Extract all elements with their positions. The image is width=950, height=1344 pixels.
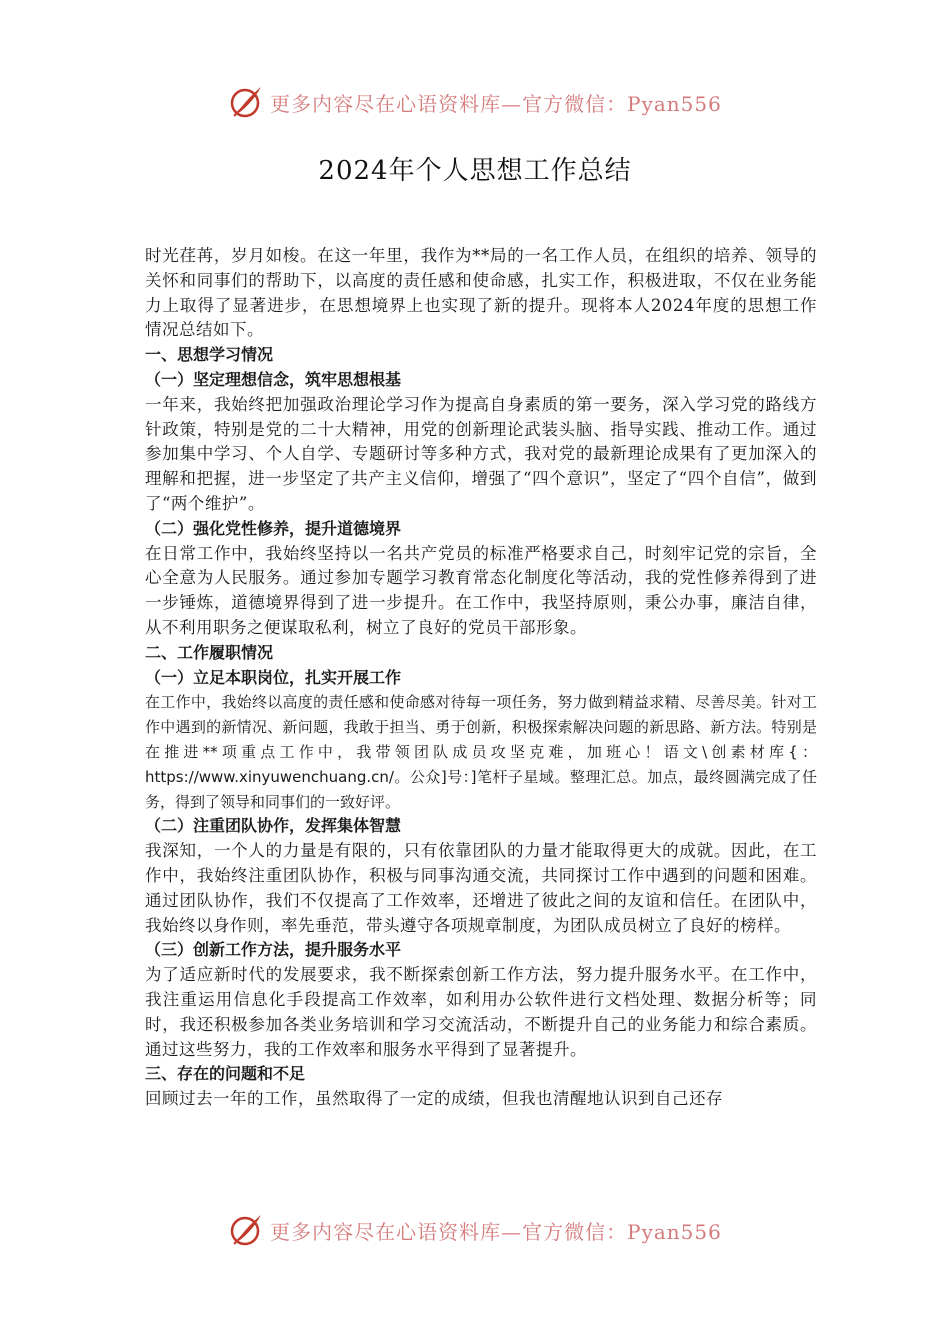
header-watermark-banner (0, 82, 950, 122)
section-heading-3: 三、存在的问题和不足 (145, 1064, 306, 1084)
subsection-heading-2-3: （三）创新工作方法，提升服务水平 (145, 940, 402, 960)
document-body (145, 244, 817, 1112)
paragraph-3: 回顾过去一年的工作，虽然取得了一定的成绩，但我也清醒地认识到自己还存 (145, 1089, 723, 1109)
paragraph-2-1: 在工作中，我始终以高度的责任感和使命感对待每一项任务，努力做到精益求精、尽善尽美。针对工作中遇到的新情况、新问题，我敢于担当、勇于创新，积极探索解决问题的新思路、新方法。特别是在推进**项重点工作中，我带领团队成员攻坚克难，加班心！语文\创素材库{：https://www.xinyuwenchuang.cn/。公众]号：]笔杆子星域。整理汇总。加点，最终圆满完成了任务，得到了领导和同事们的一致好评。 (145, 693, 817, 811)
paragraph-2-2: 我深知，一个人的力量是有限的，只有依靠团队的力量才能取得更大的成就。因此，在工作中，我始终注重团队协作，积极与同事沟通交流，共同探讨工作中遇到的问题和困难。通过团队协作，我们不仅提高了工作效率，还增进了彼此之间的友谊和信任。在团队中，我始终以身作则，率先垂范，带头遵守各项规章制度，为团队成员树立了良好的榜样。 (145, 841, 817, 935)
paragraph-1-1: 一年来，我始终把加强政治理论学习作为提高自身素质的第一要务，深入学习党的路线方针政策，特别是党的二十大精神，用党的创新理论武装头脑、指导实践、推动工作。通过参加集中学习、个人自学、专题研讨等多种方式，我对党的最新理论成果有了更加深入的理解和把握，进一步坚定了共产主义信仰，增强了“四个意识”，坚定了“四个自信”，做到了“两个维护”。 (145, 394, 817, 513)
banner-text: 更多内容尽在心语资料库—官方微信：Pyan556 (270, 91, 722, 116)
subsection-heading-1-1: （一）坚定理想信念，筑牢思想根基 (145, 369, 402, 389)
paragraph-1-2: 在日常工作中，我始终坚持以一名共产党员的标准严格要求自己，时刻牢记党的宗旨，全心全意为人民服务。通过参加专题学习教育常态化制度化等活动，我的党性修养得到了进一步锤炼，道德境界得到了进一步提升。在工作中，我坚持原则，秉公办事，廉洁自律，从不利用职务之便谋取私利，树立了良好的党员干部形象。 (145, 543, 817, 637)
subsection-heading-2-2: （二）注重团队协作，发挥集体智慧 (145, 816, 402, 836)
footer-watermark-banner (0, 1210, 950, 1250)
section-heading-2: 二、工作履职情况 (145, 642, 274, 662)
section-heading-1: 一、思想学习情况 (145, 345, 274, 365)
document-title: 2024年个人思想工作总结 (318, 156, 632, 186)
paragraph-2-3: 为了适应新时代的发展要求，我不断探索创新工作方法，努力提升服务水平。在工作中，我注重运用信息化手段提高工作效率，如利用办公软件进行文档处理、数据分析等；同时，我还积极参加各类业务培训和学习交流活动，不断提升自己的业务能力和综合素质。通过这些努力，我的工作效率和服务水平得到了显著提升。 (145, 965, 817, 1059)
quill-logo-icon (228, 1212, 264, 1248)
quill-logo-icon (228, 84, 264, 120)
intro-paragraph: 时光荏苒，岁月如梭。在这一年里，我作为**局的一名工作人员，在组织的培养、领导的关怀和同事们的帮助下，以高度的责任感和使命感，扎实工作，积极进取，不仅在业务能力上取得了显著进步，在思想境界上也实现了新的提升。现将本人2024年度的思想工作情况总结如下。 (145, 246, 817, 340)
banner-text: 更多内容尽在心语资料库—官方微信：Pyan556 (270, 1219, 722, 1244)
subsection-heading-1-2: （二）强化党性修养，提升道德境界 (145, 518, 402, 538)
subsection-heading-2-1: （一）立足本职岗位，扎实开展工作 (145, 667, 402, 687)
